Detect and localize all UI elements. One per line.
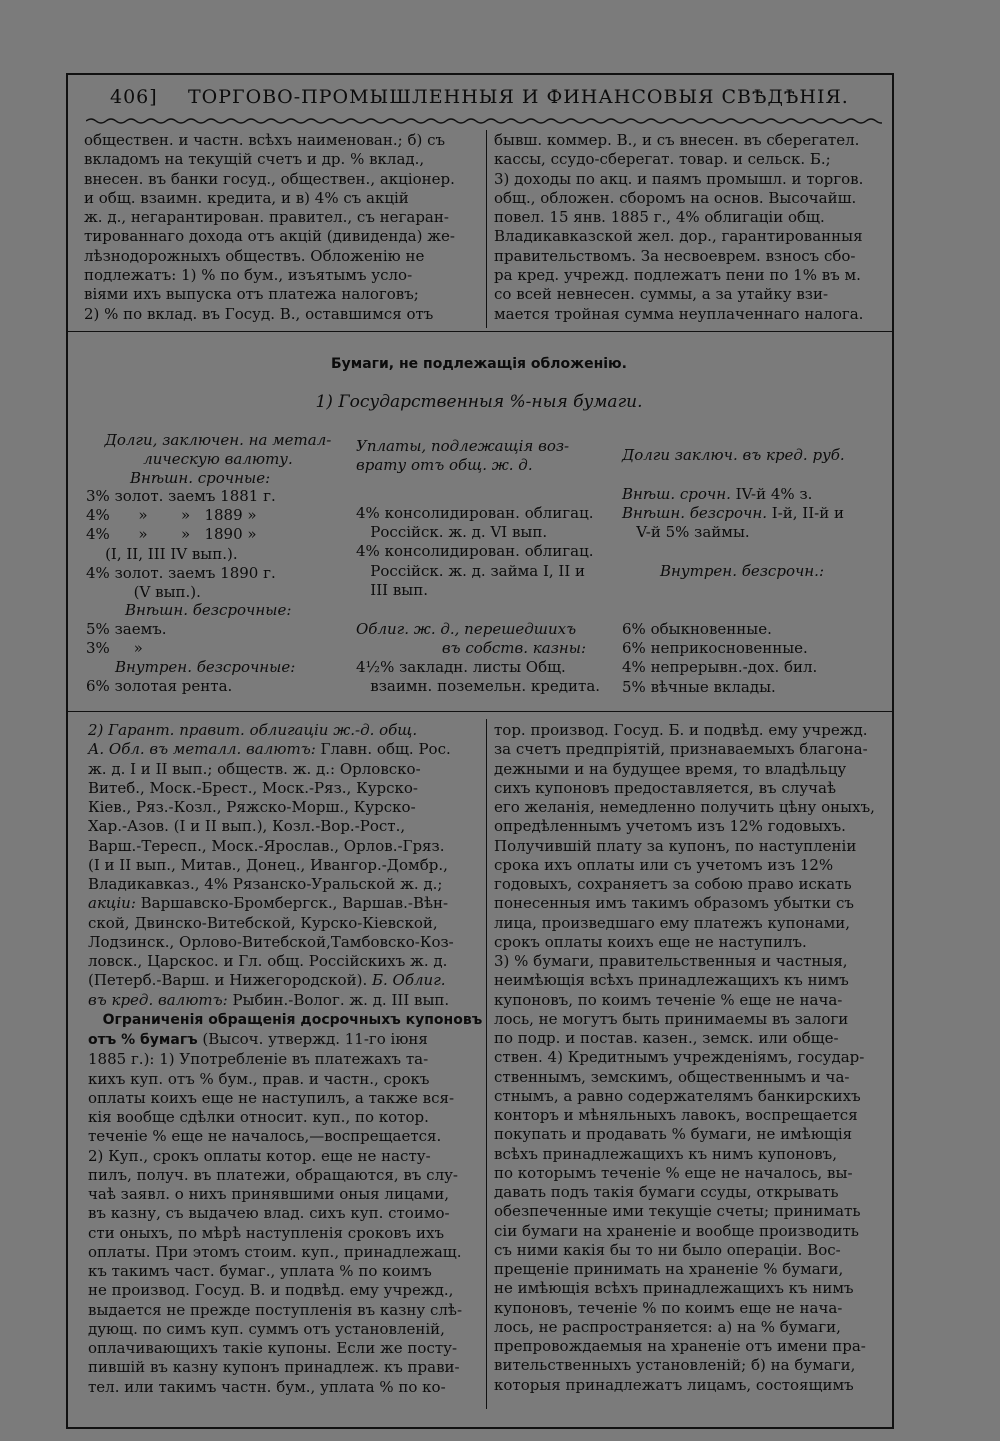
table-col2-subheading: Облиг. ж. д., перешедшихъ въ собств. казны: — [356, 620, 587, 658]
table-col3-row-2-value: I-й, II-й и V-й 5% займы. — [636, 504, 844, 542]
table-col1-heading: Долги, заключен. на метал- лическую валюту. — [104, 431, 332, 469]
table-col1-subheading-3: Внутрен. безсрочные: — [115, 658, 296, 676]
table-col3-row-1-value: IV-й 4% з. — [730, 485, 813, 503]
table-col3-subheading: Внутрен. безсрочн.: — [660, 562, 825, 580]
metal-currency-label: А. Обл. въ металл. валютъ: — [88, 740, 316, 759]
bottom-column-divider — [486, 719, 487, 1409]
decree-reference: (Высоч. утвержд. 11-го іюня — [197, 1030, 428, 1048]
top-right-column: бывш. коммер. В., и съ внесен. въ сберегател. кассы, ссудо-сберегат. товар. и сельск. Б.; 3) доходы по акц. и паямъ промышл. и торгов. общ., обложен. сборомъ на основ. Высочайш. повел. 15 янв. 1885 г., 4% облигаціи общ. Владикавказской жел. дор., гарантированныя правительствомъ. За несвоеврем. взносъ сбо- ра кред. учрежд. подлежатъ пени по 1% въ м. со всей невнесен. суммы, а за утайку взи- мается тройная сумма неуплаченнаго налога. — [494, 131, 864, 323]
coupon-restrictions-text: 1885 г.): 1) Употребленіе въ платежахъ та- кихъ куп. отъ % бум., прав. и частн., срокъ оплаты коихъ еще не наступилъ, а также вся- кія вообще сдѣлки относит. куп., по котор. теченіе % еще не началось,—воспрещается. 2) Куп., срокъ оплаты котор. еще не насту- пилъ, получ. въ платежи, обращаются, въ слу- чаѣ заявл. о нихъ принявшими оныя лицами, въ казну, съ выдачею влад. сихъ куп. стоимо- сти оныхъ, по мѣрѣ наступленія сроковъ ихъ оплаты. При этомъ стоим. куп., принадлежащ. къ такимъ част. бумаг., уплата % по коимъ не производ. Госуд. В. и подвѣд. ему учрежд., выдается не прежде поступленія въ казну слѣ- дующ. по симъ куп. суммъ отъ установленій, оплачивающихъ такіе купоны. Если же посту- пившій въ казну купонъ принадлеж. къ прави- тел. или такимъ частн. бум., уплата % по ко- — [88, 1050, 463, 1396]
bottom-left-column — [88, 721, 482, 1397]
bottom-right-column: тор. производ. Госуд. Б. и подвѣд. ему учрежд. за счетъ предпріятій, признаваемыхъ благона- дежными и на будущее время, то владѣльцу сихъ купоновъ предоставляется, въ случаѣ его желанія, немедленно получить цѣну оныхъ, опредѣленнымъ учетомъ изъ 12% годовыхъ. Получившій плату за купонъ, по наступленіи срока ихъ оплаты или съ учетомъ изъ 12% годовыхъ, сохраняетъ за собою право искать понесенныя имъ такимъ образомъ убытки съ лица, произведшаго ему платежъ купонами, срокъ оплаты коихъ еще не наступилъ. 3) % бумаги, правительственныя и частныя, неимѣющія всѣхъ принадлежащихъ къ нимъ купоновъ, по коимъ теченіе % еще не нача- лось, не могутъ быть принимаемы въ залоги по подр. и постав. казен., земск. или обще- ствен. 4) Кредитнымъ учрежденіямъ, государ- ственнымъ, земскимъ, общественнымъ и ча- стнымъ, а равно содержателямъ банкирскихъ конторъ и мѣняльныхъ лавокъ, воспрещается покупать и продавать % бумаги, не имѣющія всѣхъ принадлежащихъ къ нимъ купоновъ, по которымъ теченіе % еще не началось, вы- давать подъ такія бумаги ссуды, открывать обезпеченные ими текущіе счеты; принимать сіи бумаги на храненіе и вообще производить съ ними какія бы то ни было операціи. Вос- прещеніе принимать на храненіе % бумаги, не имѣющія всѣхъ принадлежащихъ къ нимъ купоновъ, теченіе % по коимъ еще не нача- лось, не распространяется: а) на % бумаги, препровождаемыя на храненіе отъ имени пра- вительственныхъ установленій; б) на бумаги, которыя принадлежатъ лицамъ, состоящимъ — [494, 721, 875, 1394]
credit-bonds-label: Б. Облиг. — [367, 971, 446, 990]
section-rule-top — [66, 331, 892, 332]
table-col3-row-2-label: Внѣшн. безсрочн. — [622, 504, 767, 522]
header-wave-rule — [86, 117, 882, 125]
credit-currency-label: въ кред. валютъ: — [88, 990, 228, 1009]
table-col1-subheading-2: Внѣшн. безсрочные: — [125, 601, 292, 619]
table-col2-heading: Уплаты, подлежащія воз- врату отъ общ. ж. д. — [356, 437, 570, 475]
coupon-restrictions-heading-2: отъ % бумагъ — [88, 1032, 198, 1048]
section-title: Бумаги, не подлежащія обложенію. — [330, 356, 627, 372]
top-column-divider — [486, 130, 487, 328]
running-header — [110, 86, 885, 114]
table-col2-body-2: 4½% закладн. листы Общ. взаимн. поземельн. кредита. — [356, 658, 601, 696]
page-title: ТОРГОВО-ПРОМЫШЛЕННЫЯ И ФИНАНСОВЫЯ СВѢДѢНІЯ. — [188, 86, 849, 108]
shares-label: акціи: — [88, 894, 136, 913]
guaranteed-bonds-heading: 2) Гарант. правит. облигаціи ж.-д. общ. — [88, 721, 418, 739]
table-col3-heading: Долги заключ. въ кред. руб. — [622, 446, 845, 464]
section-rule-bottom — [66, 711, 892, 712]
top-left-column: обществен. и частн. всѣхъ наименован.; б) съ вкладомъ на текущій счетъ и др. % вклад., внесен. въ банки госуд., обществен., акціонер. и общ. взаимн. кредита, и в) 4% съ акцій ж. д., негарантирован. правител., съ негаран- тированнаго дохода отъ акцій (дивиденда) же- лѣзнодорожныхъ обществъ. Обложенію не подлежатъ: 1) % по бум., изъятымъ усло- віями ихъ выпуска отъ платежа налоговъ; 2) % по вклад. въ Госуд. В., оставшимся отъ — [84, 131, 455, 323]
table-col3-body-3: 6% обыкновенные. 6% неприкосновенные. 4% непрерывн.-дох. бил. 5% вѣчные вклады. — [622, 620, 818, 696]
railway-companies-text: ж. д. I и II вып.; обществ. ж. д.: Орловско- Витеб., Моск.-Брест., Моск.-Ряз., Курско- Кіев., Ряз.-Козл., Ряжско-Морш., Курско- Хар.-Азов. (I и II вып.), Козл.-Вор.-Рост., Варш.-Тересп., Моск.-Ярослав., Орлов.-Гряз. (I и II вып., Митав., Донец., Ивангор.-Домбр., Владикавказ., 4% Рязанско-Уральской ж. д.; — [88, 759, 448, 893]
section-subtitle: 1) Государственныя %-ныя бумаги. — [315, 392, 643, 412]
table-col1-subheading-1: Внѣшн. срочные: — [130, 469, 271, 487]
page-number: 406] — [110, 86, 158, 108]
credit-currency-text: Рыбин.-Волог. ж. д. III вып. — [227, 990, 450, 1009]
table-col3-row-2 — [622, 504, 844, 542]
metal-currency-text: Главн. общ. Рос. — [315, 740, 451, 759]
table-col1-body-3: 6% золотая рента. — [86, 677, 233, 695]
table-col3-row-1-label: Внѣш. срочн. — [622, 485, 731, 503]
shares-text: ской, Двинско-Витебской, Курско-Кіевской, Лодзинск., Орлово-Витебской,Тамбовско-Коз- ловск., Царскос. и Гл. общ. Россійскихъ ж. д. (Петерб.-Варш. и Нижегородской). — [88, 913, 454, 990]
coupon-restrictions-heading: Ограниченія обращенія досрочныхъ купоновъ — [88, 1011, 483, 1028]
table-col1-body-1: 3% золот. заемъ 1881 г. 4% » » 1889 » 4% » » 1890 » (I, II, III IV вып.). 4% золот. заемъ 1890 г. (V вып.). — [86, 487, 276, 602]
table-col1-body-2: 5% заемъ. 3% » — [86, 620, 167, 658]
table-col2-body-1: 4% консолидирован. облигац. Россійск. ж. д. VI вып. 4% консолидирован. облигац. Россійск. ж. д. займа I, II и III вып. — [356, 504, 594, 599]
shares-text-first-line: Варшавско-Бромбергск., Варшав.-Вѣн- — [135, 894, 449, 913]
table-col3-row-1 — [622, 485, 812, 504]
